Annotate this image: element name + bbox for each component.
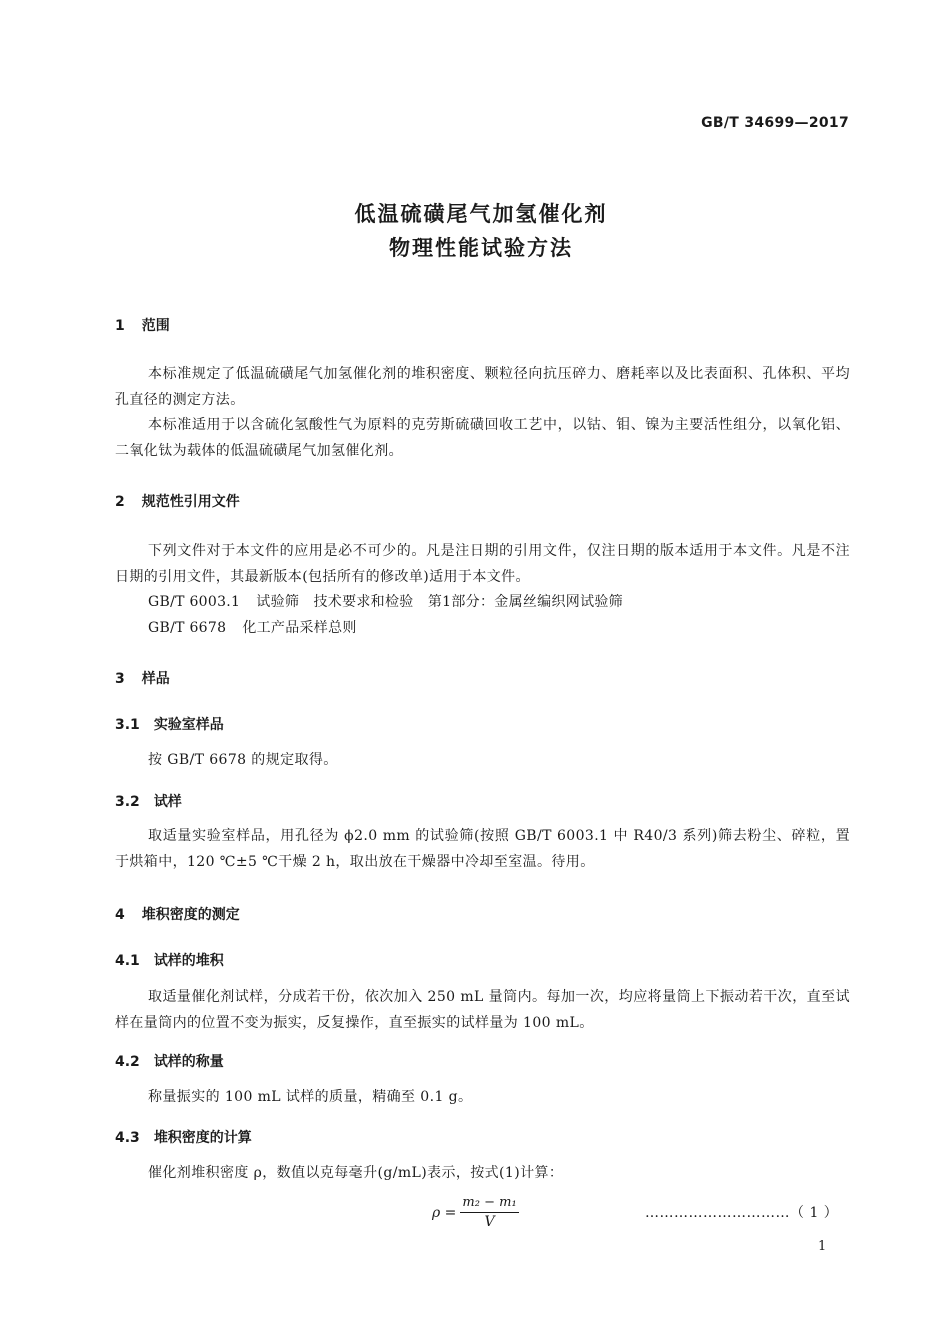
subsection-4-3-paragraph: 催化剂堆积密度 ρ，数值以克每毫升(g/mL)表示，按式(1)计算： (148, 1165, 564, 1181)
section-2-heading (115, 491, 240, 511)
normative-reference-2 (148, 617, 357, 637)
subsection-3-1-heading (115, 714, 224, 734)
page-number: 1 (818, 1239, 827, 1254)
subsection-title: 试样的堆积 (153, 953, 224, 969)
equation-number: …………………………（ 1 ） (645, 1205, 839, 1221)
reference-title: 试验筛 技术要求和检验 第1部分：金属丝编织网试验筛 (256, 594, 623, 610)
section-title: 规范性引用文件 (141, 494, 240, 510)
section-1-paragraph-2: 本标准适用于以含硫化氢酸性气为原料的克劳斯硫磺回收工艺中，以钴、钼、镍为主要活性组分，以氧化铝、二氧化钛为载体的低温硫磺尾气加氢催化剂。 (115, 417, 850, 459)
section-number: 2 (115, 494, 125, 510)
section-number: 1 (115, 318, 125, 334)
section-title: 范围 (141, 318, 170, 334)
formula-fraction (460, 1195, 518, 1230)
subsection-title: 实验室样品 (153, 717, 224, 733)
section-4-heading (115, 904, 240, 924)
subsection-4-1-paragraph: 取适量催化剂试样，分成若干份，依次加入 250 mL 量筒内。每加一次，均应将量筒上下振动若干次，直至试样在量筒内的位置不变为振实，反复操作，直至振实的试样量为 100 mL。 (115, 989, 850, 1031)
subsection-number: 4.3 (115, 1130, 140, 1146)
bulk-density-formula (432, 1195, 519, 1230)
section-1-paragraph-1: 本标准规定了低温硫磺尾气加氢催化剂的堆积密度、颗粒径向抗压碎力、磨耗率以及比表面积、孔体积、平均孔直径的测定方法。 (115, 366, 850, 408)
reference-title: 化工产品采样总则 (242, 620, 357, 636)
subsection-3-1-paragraph: 按 GB/T 6678 的规定取得。 (148, 752, 338, 768)
subsection-number: 3.2 (115, 794, 140, 810)
section-title: 堆积密度的测定 (141, 907, 240, 923)
subsection-3-2-heading (115, 791, 182, 811)
subsection-title: 堆积密度的计算 (153, 1130, 252, 1146)
standard-number: GB/T 34699—2017 (701, 115, 849, 131)
section-number: 3 (115, 671, 125, 687)
subsection-4-1-heading (115, 950, 224, 970)
formula-denominator: V (484, 1214, 495, 1230)
formula-lhs: ρ = (432, 1204, 457, 1221)
normative-reference-1 (148, 591, 623, 611)
section-2-paragraph: 下列文件对于本文件的应用是必不可少的。凡是注日期的引用文件，仅注日期的版本适用于本文件。凡是不注日期的引用文件，其最新版本(包括所有的修改单)适用于本文件。 (115, 543, 850, 585)
subsection-number: 4.2 (115, 1054, 140, 1070)
document-title-line1: 低温硫磺尾气加氢催化剂 (354, 202, 608, 226)
subsection-title: 试样 (153, 794, 182, 810)
formula-numerator: m₂ − m₁ (460, 1195, 518, 1213)
section-number: 4 (115, 907, 125, 923)
document-title-line2: 物理性能试验方法 (389, 236, 573, 260)
subsection-3-2-paragraph: 取适量实验室样品，用孔径为 ϕ2.0 mm 的试验筛(按照 GB/T 6003.1 中 R40/3 系列)筛去粉尘、碎粒，置于烘箱中，120 ℃±5 ℃干燥 2 h，取出放在干燥器中冷却至室温。待用。 (115, 828, 850, 870)
section-3-heading (115, 668, 170, 688)
subsection-4-2-paragraph: 称量振实的 100 mL 试样的质量，精确至 0.1 g。 (148, 1089, 473, 1105)
subsection-number: 4.1 (115, 953, 140, 969)
section-title: 样品 (141, 671, 170, 687)
subsection-4-3-heading (115, 1127, 252, 1147)
reference-code: GB/T 6003.1 (148, 594, 241, 610)
subsection-4-2-heading (115, 1051, 224, 1071)
section-1-heading (115, 315, 170, 335)
reference-code: GB/T 6678 (148, 620, 227, 636)
subsection-title: 试样的称量 (153, 1054, 224, 1070)
subsection-number: 3.1 (115, 717, 140, 733)
